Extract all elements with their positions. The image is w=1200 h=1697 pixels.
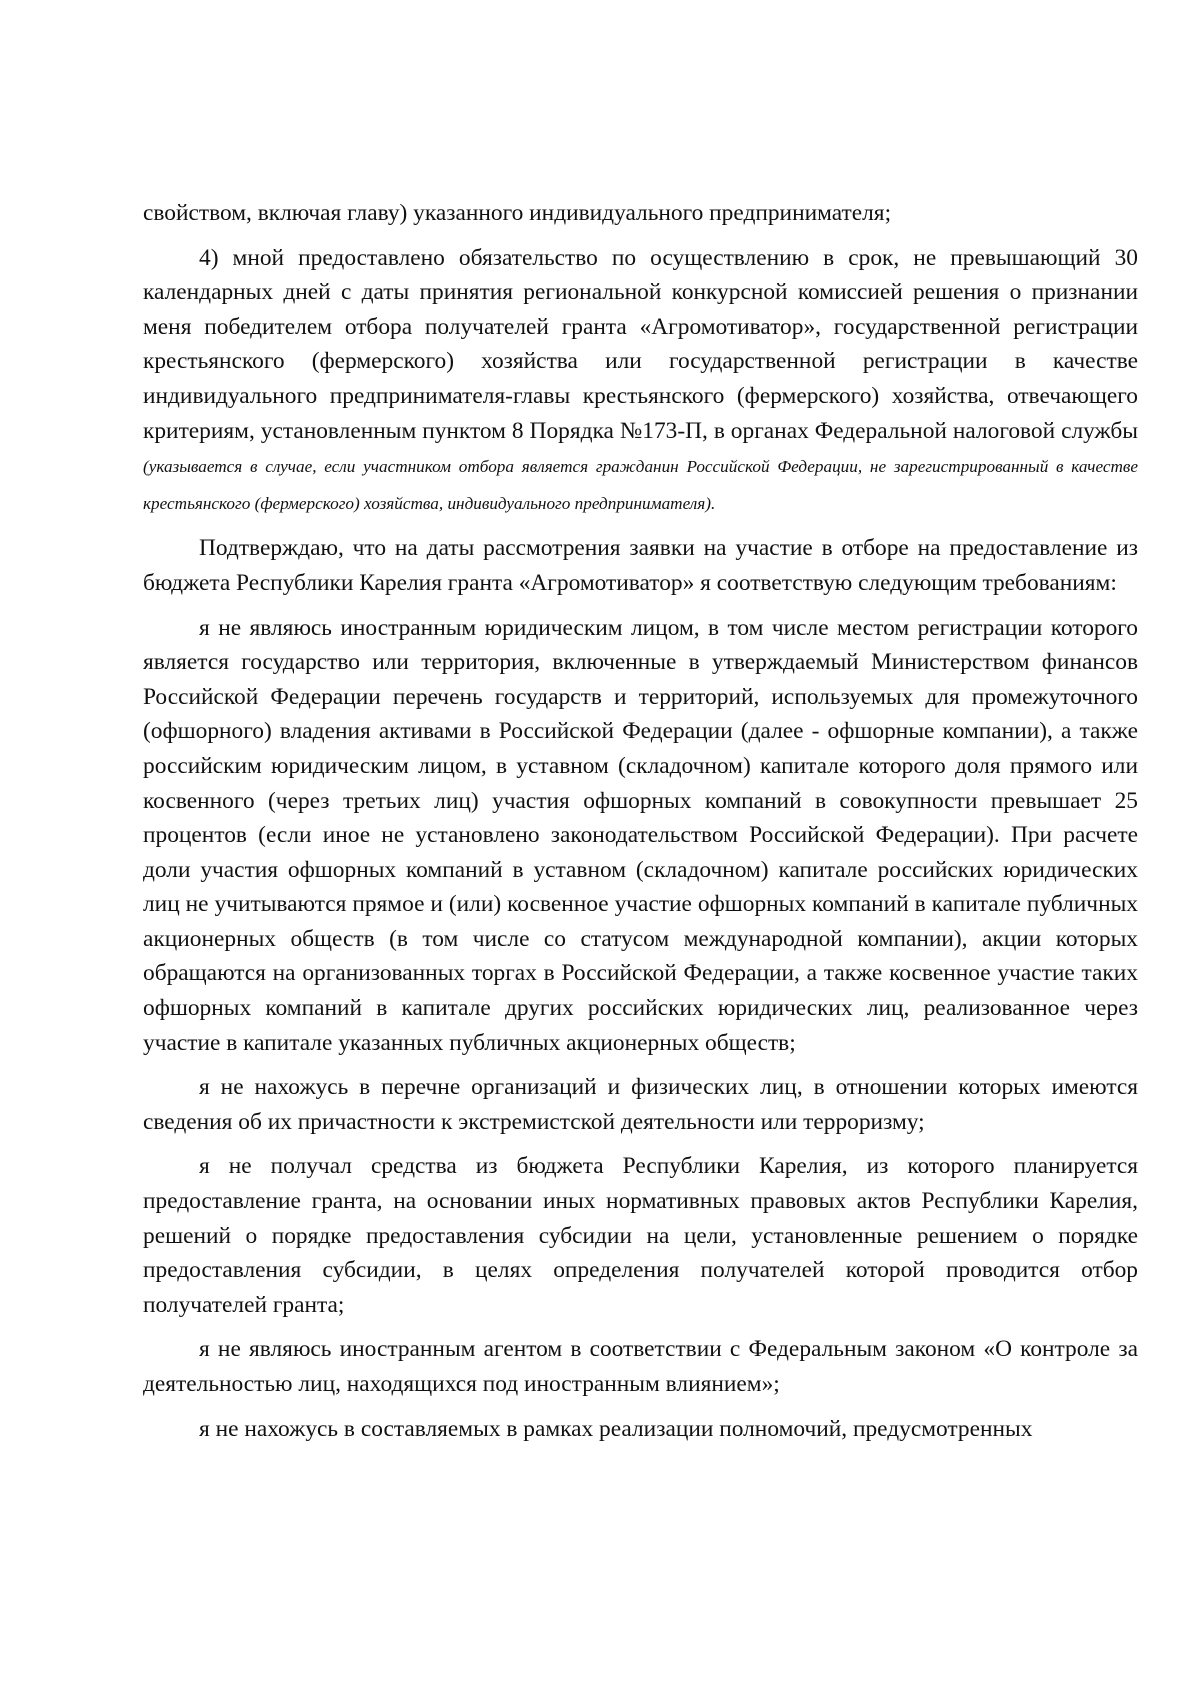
- paragraph-budget-requirement: я не получал средства из бюджета Республики Карелия, из которого планируется предоставление гранта, на основании иных нормативных правовых актов Республики Карелия, решений о порядке предоставления субсидии на цели, установленные решением о порядке предоставления субсидии, в целях определения получателей которой проводится отбор получателей гранта;: [143, 1153, 1138, 1318]
- paragraph-confirmation: Подтверждаю, что на даты рассмотрения заявки на участие в отборе на предоставление из бюджета Республики Карелия гранта «Агромотиватор» я соответствую следующим требованиям:: [143, 535, 1138, 596]
- paragraph-extremism-requirement: я не нахожусь в перечне организаций и физических лиц, в отношении которых имеются сведения об их причастности к экстремистской деятельности или терроризму;: [143, 1074, 1138, 1135]
- paragraph-offshore-requirement: я не являюсь иностранным юридическим лицом, в том числе местом регистрации которого является государство или территория, включенные в утверждаемый Министерством финансов Российской Федерации перечень государств и территорий, используемых для промежуточного (офшорного) владения активами в Российской Федерации (далее - офшорные компании), а также российским юридическим лицом, в уставном (складочном) капитале которого доля прямого или косвенного (через третьих лиц) участия офшорных компаний в совокупности превышает 25 процентов (если иное не установлено законодательством Российской Федерации). При расчете доли участия офшорных компаний в уставном (складочном) капитале российских юридических лиц не учитываются прямое и (или) косвенное участие офшорных компаний в капитале публичных акционерных обществ (в том числе со статусом международной компании), акции которых обращаются на организованных торгах в Российской Федерации, а также косвенное участие таких офшорных компаний в капитале других российских юридических лиц, реализованное через участие в капитале указанных публичных акционерных обществ;: [143, 614, 1138, 1056]
- paragraph-continuation: свойством, включая главу) указанного индивидуального предпринимателя;: [143, 200, 892, 226]
- document-body: [143, 196, 1138, 1456]
- paragraph-item-4-note: (указывается в случае, если участником отбора является гражданин Российской Федерации, не зарегистрированный в качестве крестьянского (фермерского) хозяйства, индивидуального предпринимателя).: [143, 457, 1138, 513]
- paragraph-item-4-text: 4) мной предоставлено обязательство по осуществлению в срок, не превышающий 30 календарных дней с даты принятия региональной конкурсной комиссией решения о признании меня победителем отбора получателей гранта «Агромотиватор», государственной регистрации крестьянского (фермерского) хозяйства или государственной регистрации в качестве индивидуального предпринимателя-главы крестьянского (фермерского) хозяйства, отвечающего критериям, установленным пунктом 8 Порядка №173-П, в органах Федеральной налоговой службы: [143, 244, 1138, 444]
- paragraph-item-4: [143, 241, 1138, 522]
- paragraph-list-requirement: я не нахожусь в составляемых в рамках реализации полномочий, предусмотренных: [199, 1415, 1033, 1442]
- paragraph-foreign-agent-requirement: я не являюсь иностранным агентом в соответствии с Федеральным законом «О контроле за деятельностью лиц, находящихся под иностранным влиянием»;: [143, 1336, 1138, 1397]
